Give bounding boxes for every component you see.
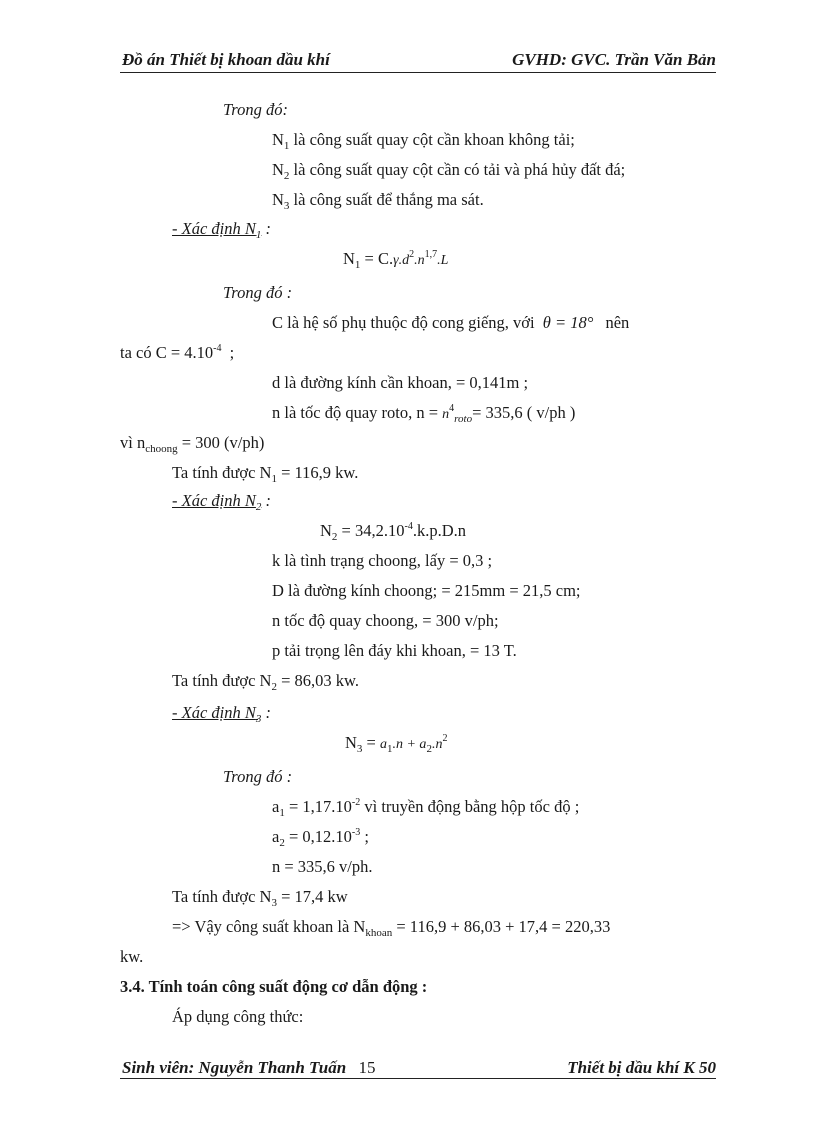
c-def-text: C là hệ số phụ thuộc độ cong giếng, với [272, 313, 535, 332]
vi-n-choong [120, 433, 264, 453]
vi-sub: choong [145, 443, 178, 455]
n1-result: Ta tính được $N_1 = 116,9$ kw. [172, 463, 359, 485]
footer-rule [120, 1078, 716, 1079]
ta-tinh-3: Ta tính được [172, 887, 256, 906]
a1-a: = 1,17.10 [288, 797, 352, 816]
n2-formula: $N_2 = 34,2.10^{-4}.k.p.D.n$ [320, 521, 466, 543]
n3-result-text: = 17,4 kw [281, 887, 348, 906]
ap-dung-text: Áp dụng công thức: [172, 1007, 304, 1026]
trong-do-label-2: Trong đó : [223, 283, 293, 302]
xac-dinh-n2-heading: - Xác định $N_2$ : [172, 491, 271, 513]
n1-def-text: là công suất quay cột cần khoan không tải; [293, 130, 575, 149]
D-definition: D là đường kính choong; = 215mm = 21,5 cm; [272, 581, 581, 600]
section-heading: 3.4. Tính toán công suất động cơ dẫn động : [120, 977, 428, 996]
ta-co-text: ta có C = 4.10 [120, 343, 214, 362]
a1-definition: $a_1 = 1,17.10^{-2}$ vì truyền động bằng hộp tốc độ ; [272, 797, 580, 819]
ta-tinh-1: Ta tính được [172, 463, 256, 482]
header-left: Đồ án Thiết bị khoan dầu khí [122, 50, 330, 69]
c-nen-text: nên [605, 313, 630, 332]
n2-result-text: = 86,03 kw. [281, 671, 359, 690]
total-power [172, 917, 610, 937]
n-value: n = 335,6 v/ph. [272, 857, 373, 876]
xac-dinh-text: - Xác định N [172, 219, 256, 238]
n3-definition: $N_3$ là công suất để thắng ma sát. [272, 190, 484, 212]
a1-exp: -2 [351, 797, 361, 808]
n2-def-text: là công suất quay cột cần có tải và phá hủy đất đá; [293, 160, 626, 179]
d-definition: d là đường kính cần khoan, = 0,141m ; [272, 373, 529, 392]
vay-a: => Vậy công suất khoan là N [172, 917, 366, 936]
ta-co-end: ; [229, 343, 235, 362]
n3-formula: $N_3 = a_1.n + a_2.n^2$ [345, 733, 448, 755]
a2-b: ; [364, 827, 369, 846]
header-rule [120, 72, 716, 73]
n2-definition: $N_2$ là công suất quay cột cần có tải và phá hủy đất đá; [272, 160, 626, 182]
xac-dinh-text-2: - Xác định N [172, 491, 256, 510]
vay-b: = 116,9 + 86,03 + 17,4 = 220,33 [396, 917, 611, 936]
a2-a: = 0,12.10 [288, 827, 352, 846]
n2-result: Ta tính được $N_2 = 86,03$ kw. [172, 671, 359, 693]
p-definition: p tải trọng lên đáy khi khoan, = 13 T. [272, 641, 517, 660]
c-definition [272, 313, 629, 333]
n1-definition: $N_1$ là công suất quay cột cần khoan không tải; [272, 130, 575, 152]
ta-co-exp: -4 [213, 343, 222, 354]
footer-right: Thiết bị dầu khí K 50 [567, 1058, 716, 1077]
xac-dinh-n1-heading: - Xác định $N_1$ : [172, 219, 271, 241]
a1-b: vì truyền động bằng hộp tốc độ ; [364, 797, 580, 816]
n-choong-definition: n tốc độ quay choong, = 300 v/ph; [272, 611, 499, 630]
kw-unit: kw. [120, 947, 144, 966]
header-right: GVHD: GVC. Trần Văn Bản [512, 50, 716, 69]
xac-dinh-text-3: - Xác định N [172, 703, 256, 722]
theta-condition: θ = 18° [542, 313, 594, 332]
a2-definition: $a_2 = 0,12.10^{-3}$ ; [272, 827, 369, 849]
footer-left [122, 1058, 375, 1078]
page-number: 15 [358, 1058, 376, 1077]
footer-author: Sinh viên: Nguyễn Thanh Tuấn [122, 1058, 347, 1077]
c-value [120, 343, 234, 363]
n-definition: n là tốc độ quay roto, $n = n^4_{roto}= 335,6$ ( v/ph ) [272, 403, 576, 425]
n1-formula: $N_1 = C.\gamma.d^2.n^{1,7}.L$ [343, 249, 449, 271]
n-def-a: n là tốc độ quay roto, n = [272, 403, 439, 422]
n3-def-text: là công suất để thắng ma sát. [293, 190, 484, 209]
vi-a: vì n [120, 433, 146, 452]
trong-do-label-3: Trong đó : [223, 767, 293, 786]
n3-result: Ta tính được $N_3 = 17,4$ kw [172, 887, 348, 909]
n-def-b: = 335,6 ( v/ph ) [472, 403, 576, 422]
xac-dinh-n3-heading: - Xác định $N_3$ : [172, 703, 271, 725]
a2-exp: -3 [351, 827, 361, 838]
ta-tinh-2: Ta tính được [172, 671, 256, 690]
n2-formula-end: .k.p.D.n [412, 521, 466, 540]
n1-result-text: = 116,9 kw. [281, 463, 359, 482]
vay-sub: khoan [365, 927, 393, 939]
k-definition: k là tình trạng choong, lấy = 0,3 ; [272, 551, 493, 570]
trong-do-label: Trong đó: [223, 100, 288, 119]
n2-formula-text: = 34,2.10 [341, 521, 405, 540]
vi-b: = 300 (v/ph) [181, 433, 265, 452]
